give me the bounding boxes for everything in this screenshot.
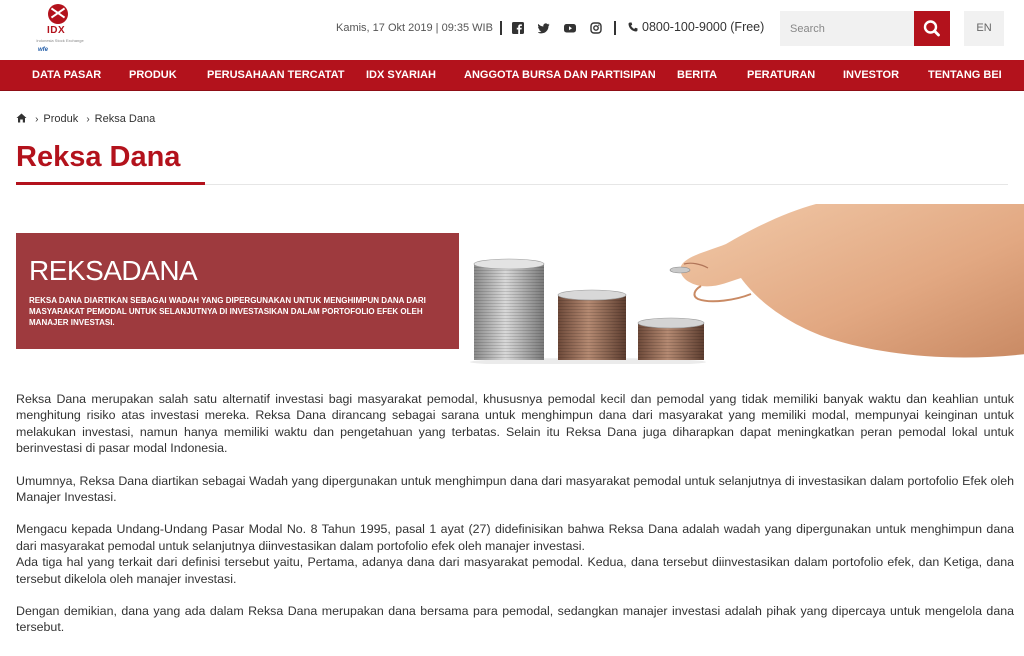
search-icon bbox=[914, 11, 950, 46]
page-title: Reksa Dana bbox=[16, 141, 181, 173]
chevron-right-icon: › bbox=[86, 114, 90, 125]
article-body bbox=[16, 391, 1014, 652]
paragraph: Reksa Dana merupakan salah satu alternatif investasi bagi masyarakat pemodal, khususnya pemodal kecil dan pemodal yang tidak memiliki banyak waktu dan keahlian untuk menghitung risiko atas investasi mereka. Reksa Dana dirancang sebagai sarana untuk menghimpun dana dari masyarakat yang memiliki modal, mempunyai keinginan untuk melakukan investasi, namun hanya memiliki waktu dan pengetahuan yang terbatas. Selain itu Reksa Dana juga diharapkan dapat meningkatkan peran pemodal lokal untuk berinvestasi di pasar modal Indonesia. bbox=[16, 392, 1014, 456]
top-header bbox=[0, 0, 1024, 60]
logo-brand: IDX bbox=[47, 25, 66, 36]
language-toggle[interactable]: EN bbox=[964, 11, 1004, 46]
divider bbox=[500, 21, 502, 35]
hero-banner bbox=[16, 204, 1024, 367]
logo-subtitle: Indonesia Stock Exchange bbox=[36, 38, 84, 43]
paragraph: Ada tiga hal yang terkait dari definisi tersebut yaitu, Pertama, adanya dana dari masyarakat pemodal. Kedua, dana tersebut diinvestasikan dalam portofolio efek, dan Ketiga, dana tersebut dikelola oleh manajer investasi. bbox=[16, 555, 1014, 586]
twitter-icon[interactable] bbox=[538, 22, 550, 34]
banner-text: REKSA DANA DIARTIKAN SEBAGAI WADAH YANG DIPERGUNAKAN UNTUK MENGHIMPUN DANA DARI MASYARAKAT PEMODAL UNTUK SELANJUTNYA DI INVESTASIKAN DALAM PORTOFOLIO EFEK OLEH MANAJER INVESTASI. bbox=[29, 296, 426, 327]
idx-logo[interactable] bbox=[32, 4, 88, 56]
paragraph: Umumnya, Reksa Dana diartikan sebagai Wadah yang dipergunakan untuk menghimpun dana dari masyarakat pemodal untuk selanjutnya di investasikan dalam portofolio Efek oleh Manajer Investasi. bbox=[16, 473, 1014, 505]
current-datetime: Kamis, 17 Okt 2019 | 09:35 WIB bbox=[336, 22, 493, 34]
hand-holding-coin-image bbox=[656, 204, 1024, 364]
banner-title: REKSADANA bbox=[29, 255, 198, 286]
phone-number: 0800-100-9000 (Free) bbox=[642, 20, 765, 34]
nav-item-berita[interactable]: BERITA bbox=[677, 69, 718, 81]
nav-item-investor[interactable]: INVESTOR bbox=[843, 69, 900, 81]
breadcrumb-item-current: Reksa Dana bbox=[94, 113, 156, 125]
title-underline bbox=[16, 182, 205, 185]
paragraph: Mengacu kepada Undang-Undang Pasar Modal No. 8 Tahun 1995, pasal 1 ayat (27) didefinisikan bahwa Reksa Dana adalah wadah yang dipergunakan untuk menghimpun dana dari masyarakat pemodal untuk selanjutnya diinvestasikan dalam portofolio efek oleh manajer investasi. bbox=[16, 522, 1014, 553]
nav-item-produk[interactable]: PRODUK bbox=[129, 69, 177, 81]
search-button[interactable] bbox=[914, 11, 950, 46]
divider bbox=[614, 21, 616, 35]
home-icon[interactable] bbox=[16, 113, 27, 123]
phone-contact[interactable] bbox=[628, 20, 764, 34]
facebook-icon[interactable] bbox=[512, 22, 524, 34]
nav-item-tentang-bei[interactable]: TENTANG BEI bbox=[928, 69, 1002, 81]
wfe-member-logo: wfe bbox=[38, 47, 49, 53]
breadcrumb bbox=[16, 113, 155, 125]
nav-item-data-pasar[interactable]: DATA PASAR bbox=[32, 69, 102, 81]
instagram-icon[interactable] bbox=[590, 22, 602, 34]
chevron-right-icon: › bbox=[35, 114, 39, 125]
nav-item-peraturan[interactable]: PERATURAN bbox=[747, 69, 816, 81]
nav-item-idx-syariah[interactable]: IDX SYARIAH bbox=[366, 69, 436, 81]
youtube-icon[interactable] bbox=[564, 22, 576, 34]
nav-item-anggota-bursa[interactable]: ANGGOTA BURSA DAN PARTISIPAN bbox=[464, 69, 656, 81]
idx-globe-icon bbox=[48, 4, 68, 24]
search-input[interactable] bbox=[780, 11, 914, 46]
main-nav bbox=[0, 60, 1024, 91]
banner-caption-box bbox=[16, 233, 459, 349]
phone-icon bbox=[628, 22, 638, 32]
nav-item-perusahaan-tercatat[interactable]: PERUSAHAAN TERCATAT bbox=[207, 69, 345, 81]
breadcrumb-item-produk[interactable]: Produk bbox=[43, 113, 79, 125]
paragraph: Dengan demikian, dana yang ada dalam Reksa Dana merupakan dana bersama para pemodal, sedangkan manajer investasi adalah pihak yang dipercaya untuk mengelola dana tersebut. bbox=[16, 604, 1014, 635]
